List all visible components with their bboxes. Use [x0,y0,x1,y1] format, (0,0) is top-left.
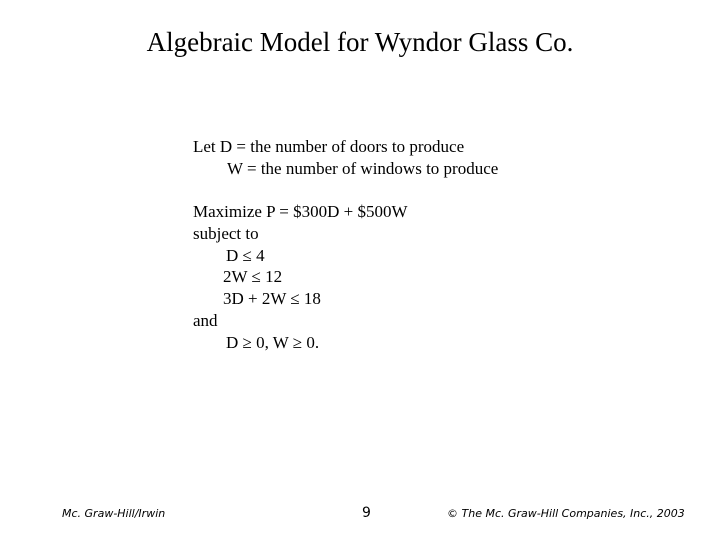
definition-windows: W = the number of windows to produce [227,159,499,178]
footer-copyright: © The Mc. Graw-Hill Companies, Inc., 2003 [447,507,685,520]
constraint-combined: 3D + 2W ≤ 18 [223,289,321,308]
page-number: 9 [362,505,371,521]
nonnegativity-constraint: D ≥ 0, W ≥ 0. [226,333,320,352]
constraint-doors: D ≤ 4 [226,246,265,265]
and-label: and [193,311,218,330]
constraint-windows: 2W ≤ 12 [223,267,283,286]
slide-title: Algebraic Model for Wyndor Glass Co. [146,27,574,57]
subject-to-label: subject to [193,224,259,243]
definition-doors: Let D = the number of doors to produce [193,137,465,156]
objective-function: Maximize P = $300D + $500W [193,202,408,221]
footer-publisher: Mc. Graw-Hill/Irwin [62,507,166,520]
